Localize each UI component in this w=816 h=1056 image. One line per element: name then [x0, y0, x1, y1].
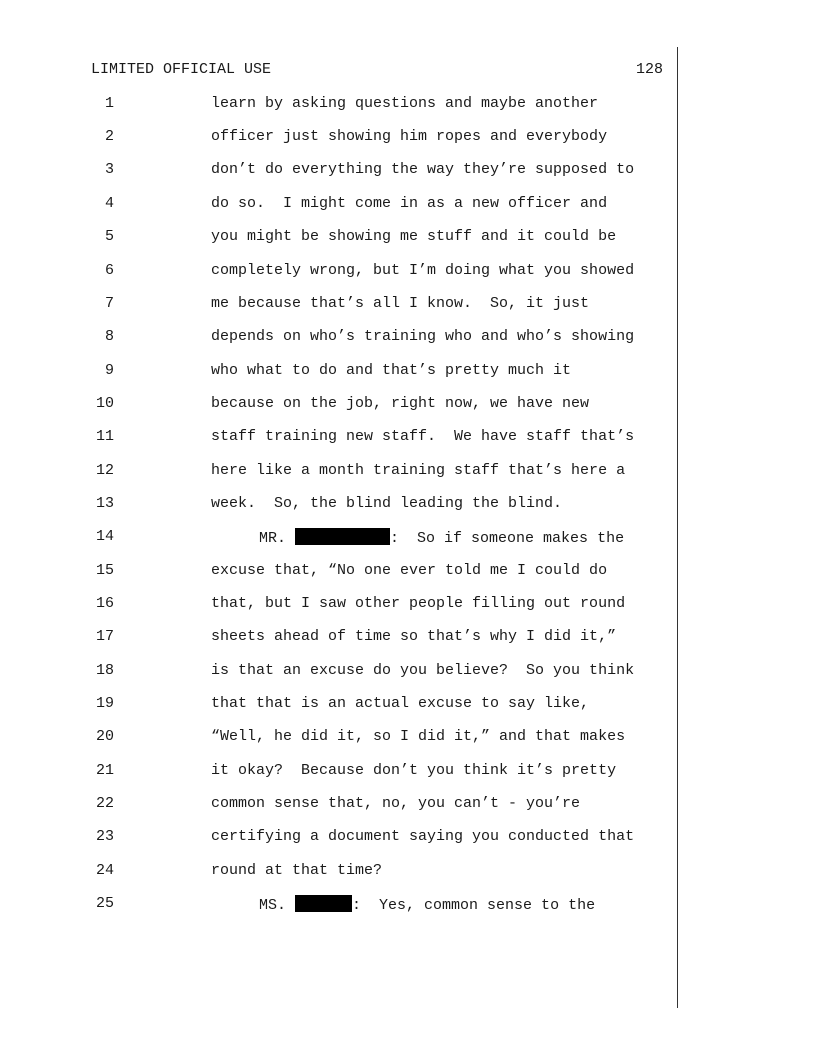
- line-number: 8: [104, 328, 114, 345]
- line-text: do so. I might come in as a new officer and: [211, 195, 608, 212]
- line-text: me because that’s all I know. So, it just: [211, 295, 590, 312]
- transcript-line: [0, 528, 680, 548]
- transcript-line: [0, 428, 680, 448]
- transcript-line: [0, 295, 680, 315]
- transcript-line: [0, 595, 680, 615]
- page-number: 128: [636, 61, 664, 78]
- line-text: depends on who’s training who and who’s showing: [211, 328, 635, 345]
- line-text: don’t do everything the way they’re supposed to: [211, 161, 635, 178]
- line-number: 21: [95, 762, 114, 779]
- transcript-line: [0, 328, 680, 348]
- line-number: 3: [104, 161, 114, 178]
- line-text: staff training new staff. We have staff that’s: [211, 428, 635, 445]
- transcript-line: [0, 395, 680, 415]
- line-number: 5: [104, 228, 114, 245]
- line-number: 22: [95, 795, 114, 812]
- line-number: 1: [104, 95, 114, 112]
- line-number: 24: [95, 862, 114, 879]
- line-number: 9: [104, 362, 114, 379]
- speaker-title: MS.: [259, 897, 287, 914]
- line-number: 25: [95, 895, 114, 912]
- transcript-line: [0, 95, 680, 115]
- transcript-line: [0, 362, 680, 382]
- transcript-line: [0, 161, 680, 181]
- classification-marking: LIMITED OFFICIAL USE: [91, 61, 272, 78]
- transcript-line: [0, 795, 680, 815]
- transcript-line: [0, 895, 680, 915]
- transcript-line: [0, 628, 680, 648]
- transcript-line: [0, 495, 680, 515]
- line-number: 16: [95, 595, 114, 612]
- line-number: 20: [95, 728, 114, 745]
- line-text: officer just showing him ropes and everybody: [211, 128, 608, 145]
- transcript-line: [0, 662, 680, 682]
- line-text: certifying a document saying you conducted that: [211, 828, 635, 845]
- transcript-line: [0, 262, 680, 282]
- line-number: 6: [104, 262, 114, 279]
- transcript-line: [0, 195, 680, 215]
- line-text: common sense that, no, you can’t - you’re: [211, 795, 581, 812]
- transcript-line: [0, 462, 680, 482]
- transcript-line: [0, 695, 680, 715]
- line-text: “Well, he did it, so I did it,” and that makes: [211, 728, 626, 745]
- line-text: round at that time?: [211, 862, 383, 879]
- line-text: that that is an actual excuse to say like,: [211, 695, 590, 712]
- transcript-line: [0, 828, 680, 848]
- transcript-line: [0, 762, 680, 782]
- redaction-bar: [295, 895, 352, 912]
- line-number: 13: [95, 495, 114, 512]
- speaker-line-text: [259, 528, 624, 547]
- line-text: here like a month training staff that’s here a: [211, 462, 626, 479]
- line-number: 7: [104, 295, 114, 312]
- line-text: is that an excuse do you believe? So you think: [211, 662, 635, 679]
- redaction-bar: [295, 528, 390, 545]
- transcript-line: [0, 228, 680, 248]
- line-text: you might be showing me stuff and it could be: [211, 228, 617, 245]
- line-text: it okay? Because don’t you think it’s pretty: [211, 762, 617, 779]
- speaker-statement: : So if someone makes the: [390, 530, 625, 547]
- transcript-line: [0, 728, 680, 748]
- line-number: 4: [104, 195, 114, 212]
- transcript-line: [0, 862, 680, 882]
- line-text: learn by asking questions and maybe another: [211, 95, 599, 112]
- line-number: 11: [95, 428, 114, 445]
- line-text: excuse that, “No one ever told me I could do: [211, 562, 608, 579]
- line-text: that, but I saw other people filling out round: [211, 595, 626, 612]
- transcript-line: [0, 562, 680, 582]
- line-number: 23: [95, 828, 114, 845]
- speaker-statement: : Yes, common sense to the: [352, 897, 596, 914]
- speaker-line-text: [259, 895, 595, 914]
- transcript-line: [0, 128, 680, 148]
- line-number: 15: [95, 562, 114, 579]
- line-text: who what to do and that’s pretty much it: [211, 362, 572, 379]
- line-number: 19: [95, 695, 114, 712]
- line-text: because on the job, right now, we have new: [211, 395, 590, 412]
- line-number: 10: [95, 395, 114, 412]
- line-text: sheets ahead of time so that’s why I did it,”: [211, 628, 617, 645]
- line-number: 12: [95, 462, 114, 479]
- line-text: week. So, the blind leading the blind.: [211, 495, 563, 512]
- line-number: 2: [104, 128, 114, 145]
- line-number: 14: [95, 528, 114, 545]
- line-text: completely wrong, but I’m doing what you showed: [211, 262, 635, 279]
- speaker-title: MR.: [259, 530, 287, 547]
- line-number: 18: [95, 662, 114, 679]
- line-number: 17: [95, 628, 114, 645]
